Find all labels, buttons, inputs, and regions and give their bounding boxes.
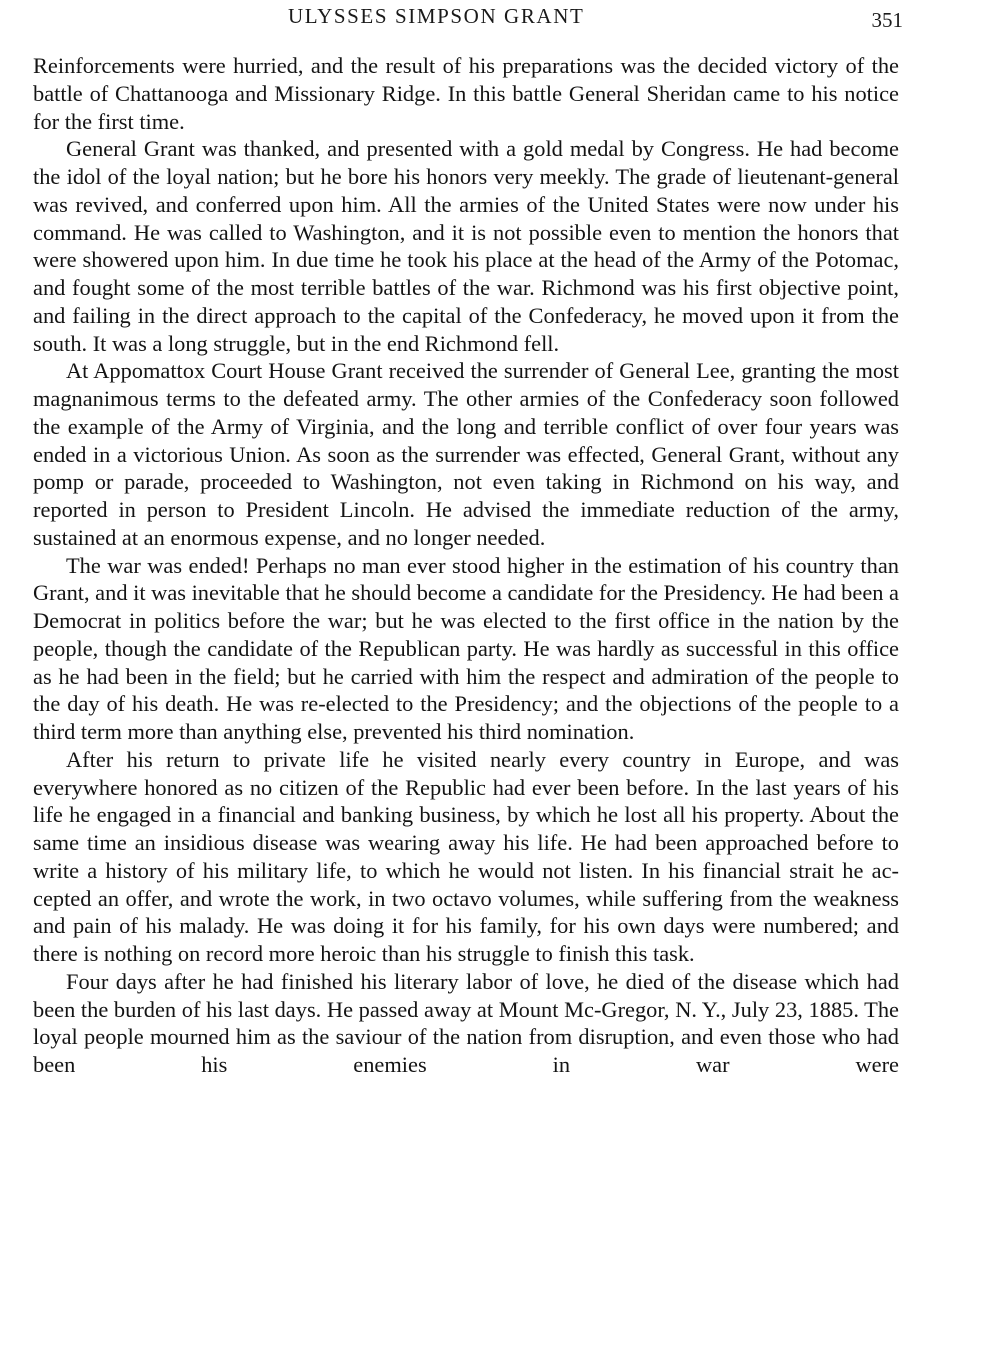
paragraph-continued: Reinforcements were hurried, and the result of his preparations was the decided victory of the battle of Chattanooga and Missionary Ridge. In this battle General Sheridan came to his notice for the first time. (33, 53, 899, 134)
paragraph-death: Four days after he had finished his literary labor of love, he died of the disease which had been the burden of his last days. He passed away at Mount Mc-Gregor, N. Y., July 23, 1885. The loyal people mourned him as the saviour of the nation from disruption, and even those who had been his enemies in war were (33, 968, 899, 1077)
paragraph-appomattox: At Appomattox Court House Grant received the surrender of General Lee, granting the most magnanimous terms to the defeated army. The other armies of the Confederacy soon followed the example of the Army of Virginia, and the long and terrible conflict of over four years was ended in a victorious Union. As soon as the surrender was effected, General Grant, without any pomp or parade, proceeded to Washington, not even taking in Richmond on his way, and reported in person to President Lincoln. He advised the immediate reduction of the army, sustained at an enormous expense, and no longer needed. (33, 358, 899, 550)
running-title: ULYSSES SIMPSON GRANT (288, 4, 585, 28)
page-number: 351 (871, 8, 903, 32)
paragraph-private-life: After his return to private life he visited nearly every country in Europe, and was everywhere honored as no citizen of the Republic had ever been before. In the last years of his life he engaged in a financial and banking business, by which he lost all his property. About the same time an insidious disease was wearing away his life. He had been approached before to write a history of his military life, to which he would not listen. In his financial strait he accepted an offer, and wrote the work, in two octavo volumes, while suffering from the weakness and pain of his malady. He was doing it for his family, for his own days were numbered; and there is nothing on record more heroic than his struggle to finish this task. (33, 746, 899, 966)
paragraph-gold-medal: General Grant was thanked, and presented with a gold medal by Congress. He had become the idol of the loyal nation; but he bore his honors very meekly. The grade of lieutenant-general was revived, and conferred upon him. All the armies of the United States were now under his command. He was called to Washington, and it is not possible even to mention the honors that were showered upon him. In due time he took his place at the head of the Army of the Potomac, and fought some of the most terrible battles of the war. Richmond was his first objective point, and failing in the direct approach to the capital of the Confederacy, he moved upon it from the south. It was a long struggle, but in the end Richmond fell. (33, 136, 899, 356)
body-text (33, 52, 899, 1079)
paragraph-presidency: The war was ended! Perhaps no man ever stood higher in the estimation of his country than Grant, and it was inevitable that he should become a candidate for the Presidency. He had been a Democrat in politics before the war; but he was elected to the first office in the nation by the people, though the candidate of the Republican party. He was hardly as successful in this office as he had been in the field; but he carried with him the respect and admiration of the people to the day of his death. He was re-elected to the Presidency; and the objections of the people to a third term more than anything else, prevented his third nomination. (33, 552, 899, 744)
